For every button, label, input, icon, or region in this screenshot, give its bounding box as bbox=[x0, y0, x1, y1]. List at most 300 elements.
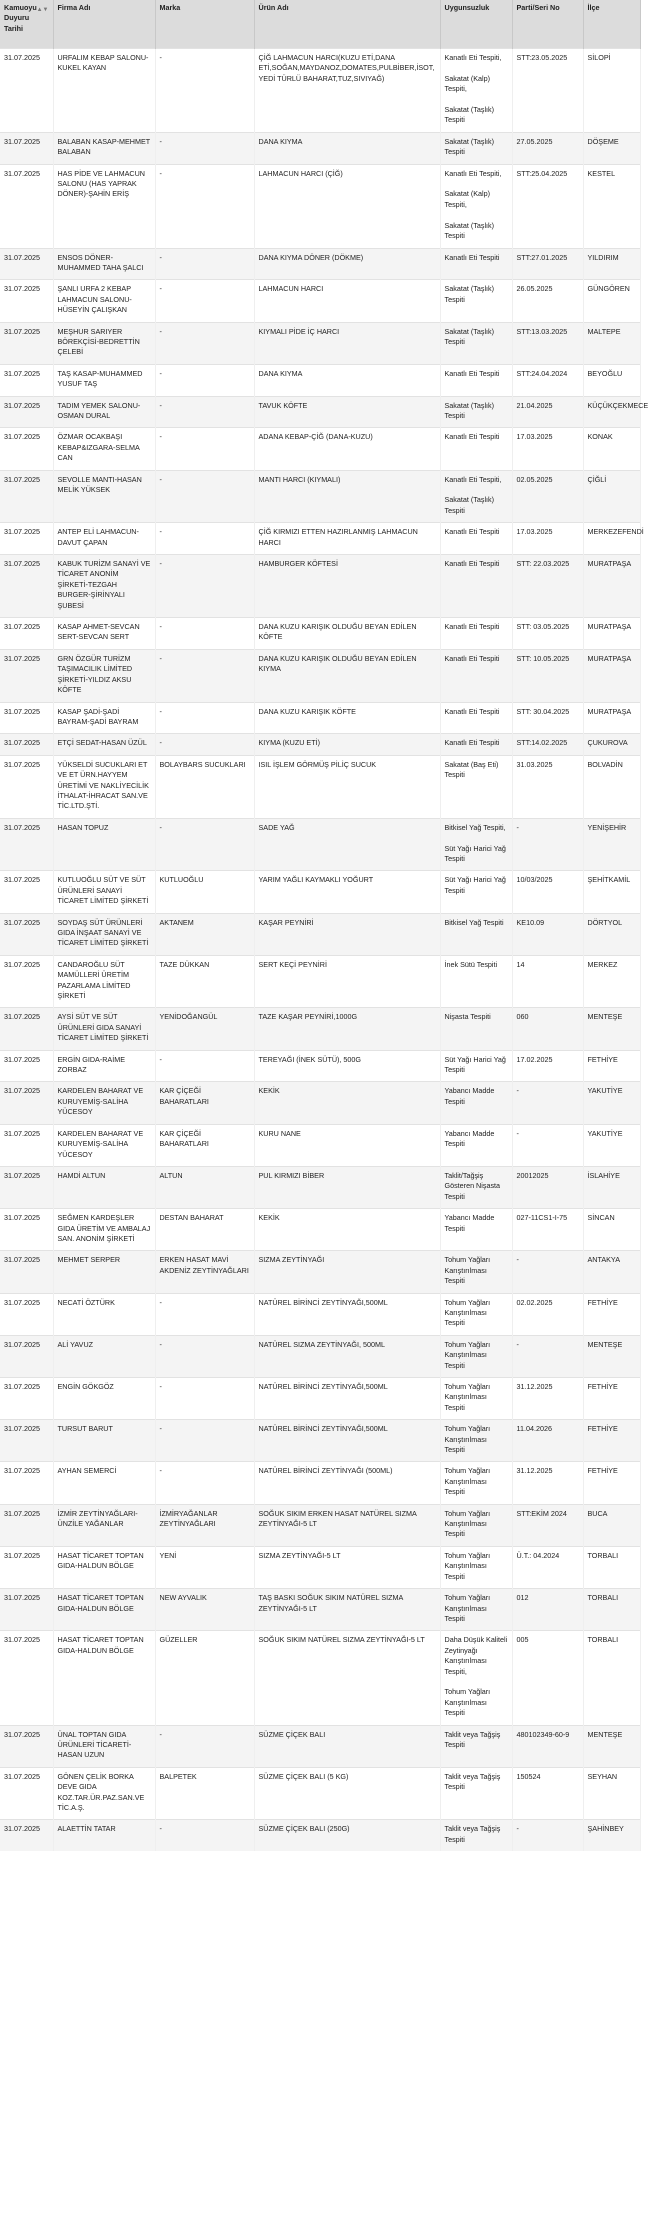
cell-nonconformity: Kanatlı Eti Tespiti bbox=[440, 702, 512, 734]
cell-brand: KAR ÇİÇEĞİ BAHARATLARI bbox=[155, 1082, 254, 1124]
cell-district: BUCA bbox=[583, 1504, 640, 1546]
cell-batch: 20012025 bbox=[512, 1166, 583, 1208]
cell-date: 31.07.2025 bbox=[0, 1209, 53, 1251]
cell-nonconformity: Tohum Yağları Karıştırılması Tespiti bbox=[440, 1335, 512, 1377]
cell-nonconformity: Kanatlı Eti Tespiti, Sakatat (Kalp) Tespiti, Sakatat (Taşlık) Tespiti bbox=[440, 49, 512, 133]
cell-product: SERT KEÇİ PEYNİRİ bbox=[254, 955, 440, 1008]
cell-company: ENSOS DÖNER-MUHAMMED TAHA ŞALCI bbox=[53, 248, 155, 280]
cell-district: TORBALI bbox=[583, 1631, 640, 1725]
sort-updown-icon[interactable]: ▲▼ bbox=[36, 7, 49, 13]
cell-district: DÖRTYOL bbox=[583, 913, 640, 955]
cell-district: İSLAHİYE bbox=[583, 1166, 640, 1208]
cell-date: 31.07.2025 bbox=[0, 1293, 53, 1335]
cell-batch: STT:EKİM 2024 bbox=[512, 1504, 583, 1546]
cell-brand: İZMİRYAĞANLAR ZEYTİNYAĞLARI bbox=[155, 1504, 254, 1546]
cell-company: KASAP AHMET-SEVCAN SERT-SEVCAN SERT bbox=[53, 618, 155, 650]
cell-brand: TAZE DÜKKAN bbox=[155, 955, 254, 1008]
cell-nonconformity: Tohum Yağları Karıştırılması Tespiti bbox=[440, 1462, 512, 1504]
table-row bbox=[0, 555, 640, 618]
cell-nonconformity: Taklit/Tağşiş Gösteren Nişasta Tespiti bbox=[440, 1166, 512, 1208]
cell-date: 31.07.2025 bbox=[0, 470, 53, 523]
cell-batch: - bbox=[512, 1251, 583, 1293]
cell-product: MANTI HARCI (KIYMALI) bbox=[254, 470, 440, 523]
cell-nonconformity: Nişasta Tespiti bbox=[440, 1008, 512, 1050]
cell-product: YARIM YAĞLI KAYMAKLI YOĞURT bbox=[254, 871, 440, 913]
cell-company: KUTLUOĞLU SÜT VE SÜT ÜRÜNLERİ SANAYİ TİCARET LİMİTED ŞİRKETİ bbox=[53, 871, 155, 913]
col-header-batch[interactable] bbox=[512, 0, 583, 49]
table-row bbox=[0, 1050, 640, 1082]
cell-batch: 17.03.2025 bbox=[512, 428, 583, 470]
cell-brand: - bbox=[155, 428, 254, 470]
cell-company: HASAT TİCARET TOPTAN GIDA-HALDUN BÖLGE bbox=[53, 1546, 155, 1588]
cell-company: KARDELEN BAHARAT VE KURUYEMİŞ-SALİHA YÜCESOY bbox=[53, 1124, 155, 1166]
table-row bbox=[0, 618, 640, 650]
cell-company: KASAP ŞADİ-ŞADİ BAYRAM-ŞADİ BAYRAM bbox=[53, 702, 155, 734]
cell-nonconformity: Tohum Yağları Karıştırılması Tespiti bbox=[440, 1251, 512, 1293]
cell-product: SÜZME ÇİÇEK BALI (250G) bbox=[254, 1820, 440, 1851]
cell-batch: STT: 22.03.2025 bbox=[512, 555, 583, 618]
cell-district: ŞEHİTKAMİL bbox=[583, 871, 640, 913]
cell-district: SİNCAN bbox=[583, 1209, 640, 1251]
cell-nonconformity: Kanatlı Eti Tespiti bbox=[440, 523, 512, 555]
cell-company: ALAETTİN TATAR bbox=[53, 1820, 155, 1851]
cell-nonconformity: Tohum Yağları Karıştırılması Tespiti bbox=[440, 1504, 512, 1546]
cell-product: TEREYAĞI (İNEK SÜTÜ), 500G bbox=[254, 1050, 440, 1082]
cell-nonconformity: Taklit veya Tağşiş Tespiti bbox=[440, 1725, 512, 1767]
cell-company: YÜKSELDİ SUCUKLARI ET VE ET ÜRN.HAYYEM ÜRETİMİ VE NAKLİYECİLİK İTHALAT-İHRACAT SAN.VE TİC.LTD.ŞTİ. bbox=[53, 755, 155, 818]
cell-batch: 21.04.2025 bbox=[512, 396, 583, 428]
cell-company: HAMDİ ALTUN bbox=[53, 1166, 155, 1208]
cell-district: MALTEPE bbox=[583, 322, 640, 364]
cell-company: TURSUT BARUT bbox=[53, 1420, 155, 1462]
col-header-product[interactable] bbox=[254, 0, 440, 49]
cell-date: 31.07.2025 bbox=[0, 1462, 53, 1504]
cell-district: YILDIRIM bbox=[583, 248, 640, 280]
cell-batch: Ü.T.: 04.2024 bbox=[512, 1546, 583, 1588]
cell-product: TAZE KAŞAR PEYNİRİ,1000G bbox=[254, 1008, 440, 1050]
table-row bbox=[0, 1589, 640, 1631]
table-row bbox=[0, 364, 640, 396]
cell-brand: - bbox=[155, 1050, 254, 1082]
table-row bbox=[0, 1420, 640, 1462]
cell-product: SÜZME ÇİÇEK BALI (5 KG) bbox=[254, 1767, 440, 1820]
table-row bbox=[0, 470, 640, 523]
cell-district: ANTAKYA bbox=[583, 1251, 640, 1293]
cell-company: ENGİN GÖKGÖZ bbox=[53, 1378, 155, 1420]
cell-company: SOYDAŞ SÜT ÜRÜNLERİ GIDA İNŞAAT SANAYİ VE TİCARET LİMİTED ŞİRKETİ bbox=[53, 913, 155, 955]
cell-batch: 02.02.2025 bbox=[512, 1293, 583, 1335]
cell-nonconformity: Kanatlı Eti Tespiti, Sakatat (Taşlık) Tespiti bbox=[440, 470, 512, 523]
cell-date: 31.07.2025 bbox=[0, 1504, 53, 1546]
cell-date: 31.07.2025 bbox=[0, 913, 53, 955]
col-header-label: Kamuoyu Duyuru Tarihi bbox=[4, 3, 37, 33]
cell-district: BEYOĞLU bbox=[583, 364, 640, 396]
cell-date: 31.07.2025 bbox=[0, 1335, 53, 1377]
cell-product: DANA KUZU KARIŞIK OLDUĞU BEYAN EDİLEN KIYMA bbox=[254, 649, 440, 702]
cell-company: SEVOLLE MANTI-HASAN MELİK YÜKSEK bbox=[53, 470, 155, 523]
cell-batch: STT:13.03.2025 bbox=[512, 322, 583, 364]
cell-brand: ALTUN bbox=[155, 1166, 254, 1208]
cell-district: TORBALI bbox=[583, 1546, 640, 1588]
cell-company: ŞANLI URFA 2 KEBAP LAHMACUN SALONU-HÜSEYİN ÇALIŞKAN bbox=[53, 280, 155, 322]
cell-date: 31.07.2025 bbox=[0, 322, 53, 364]
cell-brand: - bbox=[155, 734, 254, 755]
cell-date: 31.07.2025 bbox=[0, 1008, 53, 1050]
cell-batch: STT:25.04.2025 bbox=[512, 164, 583, 248]
cell-nonconformity: Süt Yağı Harici Yağ Tespiti bbox=[440, 1050, 512, 1082]
cell-district: TORBALI bbox=[583, 1589, 640, 1631]
col-header-company[interactable] bbox=[53, 0, 155, 49]
cell-nonconformity: Yabancı Madde Tespiti bbox=[440, 1124, 512, 1166]
cell-batch: 060 bbox=[512, 1008, 583, 1050]
table-row bbox=[0, 1767, 640, 1820]
cell-company: AYHAN SEMERCİ bbox=[53, 1462, 155, 1504]
cell-date: 31.07.2025 bbox=[0, 49, 53, 133]
cell-district: GÜNGÖREN bbox=[583, 280, 640, 322]
cell-nonconformity: Kanatlı Eti Tespiti, Sakatat (Kalp) Tespiti, Sakatat (Taşlık) Tespiti bbox=[440, 164, 512, 248]
cell-brand: - bbox=[155, 49, 254, 133]
cell-brand: - bbox=[155, 1335, 254, 1377]
cell-date: 31.07.2025 bbox=[0, 1631, 53, 1725]
cell-date: 31.07.2025 bbox=[0, 649, 53, 702]
cell-product: ÇİĞ KIRMIZI ETTEN HAZIRLANMIŞ LAHMACUN HARCI bbox=[254, 523, 440, 555]
cell-date: 31.07.2025 bbox=[0, 1820, 53, 1851]
cell-batch: STT: 10.05.2025 bbox=[512, 649, 583, 702]
cell-product: NATÜREL SIZMA ZEYTİNYAĞI, 500ML bbox=[254, 1335, 440, 1377]
table-row bbox=[0, 49, 640, 133]
cell-batch: STT:24.04.2024 bbox=[512, 364, 583, 396]
cell-batch: - bbox=[512, 818, 583, 871]
cell-date: 31.07.2025 bbox=[0, 523, 53, 555]
cell-district: KÜÇÜKÇEKMECE bbox=[583, 396, 640, 428]
cell-date: 31.07.2025 bbox=[0, 164, 53, 248]
cell-batch: STT: 30.04.2025 bbox=[512, 702, 583, 734]
table-row bbox=[0, 1251, 640, 1293]
table-row bbox=[0, 1082, 640, 1124]
table-row bbox=[0, 955, 640, 1008]
cell-batch: STT:14.02.2025 bbox=[512, 734, 583, 755]
cell-product: KIYMALI PİDE İÇ HARCI bbox=[254, 322, 440, 364]
cell-nonconformity: Bitkisel Yağ Tespiti, Süt Yağı Harici Yağ Tespiti bbox=[440, 818, 512, 871]
cell-district: MERKEZ bbox=[583, 955, 640, 1008]
cell-brand: ERKEN HASAT MAVİ AKDENİZ ZEYTİNYAĞLARI bbox=[155, 1251, 254, 1293]
cell-brand: - bbox=[155, 280, 254, 322]
cell-brand: KAR ÇİÇEĞİ BAHARATLARI bbox=[155, 1124, 254, 1166]
cell-product: DANA KIYMA DÖNER (DÖKME) bbox=[254, 248, 440, 280]
cell-nonconformity: Kanatlı Eti Tespiti bbox=[440, 364, 512, 396]
cell-product: PUL KIRMIZI BİBER bbox=[254, 1166, 440, 1208]
col-header-label: İlçe bbox=[587, 3, 600, 12]
cell-brand: - bbox=[155, 164, 254, 248]
cell-nonconformity: Tohum Yağları Karıştırılması Tespiti bbox=[440, 1420, 512, 1462]
cell-date: 31.07.2025 bbox=[0, 871, 53, 913]
cell-batch: - bbox=[512, 1335, 583, 1377]
cell-product: SOĞUK SIKIM ERKEN HASAT NATÜREL SIZMA ZEYTİNYAĞI-5 LT bbox=[254, 1504, 440, 1546]
cell-product: KEKİK bbox=[254, 1209, 440, 1251]
table-row bbox=[0, 1462, 640, 1504]
cell-company: ETÇİ SEDAT-HASAN ÜZÜL bbox=[53, 734, 155, 755]
cell-date: 31.07.2025 bbox=[0, 1725, 53, 1767]
cell-company: AYSİ SÜT VE SÜT ÜRÜNLERİ GIDA SANAYİ TİCARET LİMİTED ŞİRKETİ bbox=[53, 1008, 155, 1050]
cell-district: FETHİYE bbox=[583, 1293, 640, 1335]
cell-batch: 150524 bbox=[512, 1767, 583, 1820]
cell-product: NATÜREL BİRİNCİ ZEYTİNYAĞI,500ML bbox=[254, 1420, 440, 1462]
table-row bbox=[0, 248, 640, 280]
cell-company: MEHMET SERPER bbox=[53, 1251, 155, 1293]
cell-nonconformity: Kanatlı Eti Tespiti bbox=[440, 734, 512, 755]
cell-district: KONAK bbox=[583, 428, 640, 470]
cell-batch: 027-11CS1-I-75 bbox=[512, 1209, 583, 1251]
cell-nonconformity: Tohum Yağları Karıştırılması Tespiti bbox=[440, 1378, 512, 1420]
cell-batch: 012 bbox=[512, 1589, 583, 1631]
cell-date: 31.07.2025 bbox=[0, 755, 53, 818]
cell-nonconformity: İnek Sütü Tespiti bbox=[440, 955, 512, 1008]
table-row bbox=[0, 702, 640, 734]
cell-batch: - bbox=[512, 1820, 583, 1851]
cell-batch: KE10.09 bbox=[512, 913, 583, 955]
cell-batch: 11.04.2026 bbox=[512, 1420, 583, 1462]
cell-batch: - bbox=[512, 1082, 583, 1124]
cell-nonconformity: Yabancı Madde Tespiti bbox=[440, 1082, 512, 1124]
cell-date: 31.07.2025 bbox=[0, 555, 53, 618]
cell-brand: KUTLUOĞLU bbox=[155, 871, 254, 913]
cell-date: 31.07.2025 bbox=[0, 1546, 53, 1588]
cell-district: MURATPAŞA bbox=[583, 702, 640, 734]
col-header-date[interactable] bbox=[0, 0, 53, 49]
cell-date: 31.07.2025 bbox=[0, 955, 53, 1008]
cell-brand: - bbox=[155, 470, 254, 523]
cell-batch: 31.03.2025 bbox=[512, 755, 583, 818]
cell-brand: - bbox=[155, 1293, 254, 1335]
cell-brand: - bbox=[155, 649, 254, 702]
cell-nonconformity: Tohum Yağları Karıştırılması Tespiti bbox=[440, 1546, 512, 1588]
col-header-label: Firma Adı bbox=[57, 3, 91, 12]
cell-nonconformity: Kanatlı Eti Tespiti bbox=[440, 618, 512, 650]
table-row bbox=[0, 1546, 640, 1588]
cell-product: LAHMACUN HARCI (ÇİĞ) bbox=[254, 164, 440, 248]
cell-brand: - bbox=[155, 1462, 254, 1504]
cell-brand: - bbox=[155, 702, 254, 734]
table-row bbox=[0, 1209, 640, 1251]
table-header-row bbox=[0, 0, 640, 49]
table-body bbox=[0, 49, 648, 1852]
cell-district: FETHİYE bbox=[583, 1462, 640, 1504]
cell-date: 31.07.2025 bbox=[0, 1124, 53, 1166]
cell-brand: YENİ bbox=[155, 1546, 254, 1588]
cell-company: CANDAROĞLU SÜT MAMÜLLERİ ÜRETİM PAZARLAMA LİMİTED ŞİRKETİ bbox=[53, 955, 155, 1008]
cell-product: SÜZME ÇİÇEK BALI bbox=[254, 1725, 440, 1767]
cell-district: MENTEŞE bbox=[583, 1335, 640, 1377]
cell-nonconformity: Süt Yağı Harici Yağ Tespiti bbox=[440, 871, 512, 913]
cell-brand: BOLAYBARS SUCUKLARI bbox=[155, 755, 254, 818]
cell-company: ERGİN GIDA-RAİME ZORBAZ bbox=[53, 1050, 155, 1082]
cell-district: BOLVADİN bbox=[583, 755, 640, 818]
cell-product: SADE YAĞ bbox=[254, 818, 440, 871]
cell-district: YAKUTİYE bbox=[583, 1082, 640, 1124]
table-row bbox=[0, 280, 640, 322]
table-row bbox=[0, 1725, 640, 1767]
cell-nonconformity: Sakatat (Taşlık) Tespiti bbox=[440, 280, 512, 322]
cell-company: ÜNAL TOPTAN GIDA ÜRÜNLERİ TİCARETİ-HASAN UZUN bbox=[53, 1725, 155, 1767]
cell-brand: - bbox=[155, 396, 254, 428]
cell-district: SİLOPİ bbox=[583, 49, 640, 133]
cell-nonconformity: Kanatlı Eti Tespiti bbox=[440, 649, 512, 702]
cell-batch: 480102349-60-9 bbox=[512, 1725, 583, 1767]
cell-product: TAVUK KÖFTE bbox=[254, 396, 440, 428]
cell-date: 31.07.2025 bbox=[0, 1166, 53, 1208]
cell-brand: GÜZELLER bbox=[155, 1631, 254, 1725]
cell-product: KIYMA (KUZU ETİ) bbox=[254, 734, 440, 755]
table-row bbox=[0, 1631, 640, 1725]
cell-brand: - bbox=[155, 322, 254, 364]
cell-product: ISIL İŞLEM GÖRMÜŞ PİLİÇ SUCUK bbox=[254, 755, 440, 818]
cell-date: 31.07.2025 bbox=[0, 132, 53, 164]
cell-district: MURATPAŞA bbox=[583, 618, 640, 650]
cell-company: BALABAN KASAP-MEHMET BALABAN bbox=[53, 132, 155, 164]
cell-product: DANA KUZU KARIŞIK OLDUĞU BEYAN EDİLEN KÖFTE bbox=[254, 618, 440, 650]
cell-batch: 10/03/2025 bbox=[512, 871, 583, 913]
cell-company: ALİ YAVUZ bbox=[53, 1335, 155, 1377]
cell-company: SEĞMEN KARDEŞLER GIDA ÜRETİM VE AMBALAJ SAN. ANONİM ŞİRKETİ bbox=[53, 1209, 155, 1251]
cell-nonconformity: Sakatat (Taşlık) Tespiti bbox=[440, 132, 512, 164]
table-row bbox=[0, 132, 640, 164]
cell-date: 31.07.2025 bbox=[0, 396, 53, 428]
table-row bbox=[0, 428, 640, 470]
table-row bbox=[0, 1820, 640, 1851]
cell-batch: 31.12.2025 bbox=[512, 1378, 583, 1420]
cell-district: MENTEŞE bbox=[583, 1725, 640, 1767]
col-header-district[interactable] bbox=[583, 0, 640, 49]
cell-district: FETHİYE bbox=[583, 1050, 640, 1082]
col-header-label: Ürün Adı bbox=[258, 3, 289, 12]
cell-nonconformity: Daha Düşük Kaliteli Zeytinyağı Karıştırılması Tespiti, Tohum Yağları Karıştırılması Tespiti bbox=[440, 1631, 512, 1725]
cell-date: 31.07.2025 bbox=[0, 280, 53, 322]
cell-batch: 31.12.2025 bbox=[512, 1462, 583, 1504]
cell-district: ÇUKUROVA bbox=[583, 734, 640, 755]
cell-batch: 005 bbox=[512, 1631, 583, 1725]
cell-district: YAKUTİYE bbox=[583, 1124, 640, 1166]
cell-batch: STT:27.01.2025 bbox=[512, 248, 583, 280]
cell-product: SIZMA ZEYTİNYAĞI bbox=[254, 1251, 440, 1293]
cell-brand: BALPETEK bbox=[155, 1767, 254, 1820]
cell-date: 31.07.2025 bbox=[0, 1420, 53, 1462]
col-header-nonconformity[interactable] bbox=[440, 0, 512, 49]
cell-brand: - bbox=[155, 1420, 254, 1462]
cell-product: TAŞ BASKI SOĞUK SIKIM NATÜREL SIZMA ZEYTİNYAĞI-5 LT bbox=[254, 1589, 440, 1631]
cell-batch: 14 bbox=[512, 955, 583, 1008]
cell-company: URFALIM KEBAP SALONU-KUKEL KAYAN bbox=[53, 49, 155, 133]
cell-brand: AKTANEM bbox=[155, 913, 254, 955]
cell-district: ŞAHİNBEY bbox=[583, 1820, 640, 1851]
cell-nonconformity: Sakatat (Taşlık) Tespiti bbox=[440, 396, 512, 428]
cell-brand: - bbox=[155, 1725, 254, 1767]
cell-date: 31.07.2025 bbox=[0, 618, 53, 650]
col-header-label: Parti/Seri No bbox=[516, 3, 560, 12]
cell-product: HAMBURGER KÖFTESİ bbox=[254, 555, 440, 618]
cell-brand: DESTAN BAHARAT bbox=[155, 1209, 254, 1251]
cell-company: MEŞHUR SARIYER BÖREKÇİSİ-BEDRETTİN ÇELEBİ bbox=[53, 322, 155, 364]
cell-product: KURU NANE bbox=[254, 1124, 440, 1166]
cell-product: DANA KUZU KARIŞIK KÖFTE bbox=[254, 702, 440, 734]
cell-product: KAŞAR PEYNİRİ bbox=[254, 913, 440, 955]
cell-product: KEKİK bbox=[254, 1082, 440, 1124]
cell-brand: - bbox=[155, 248, 254, 280]
cell-date: 31.07.2025 bbox=[0, 1050, 53, 1082]
cell-company: GRN ÖZGÜR TURİZM TAŞIMACILIK LİMİTED ŞİRKETİ-YILDIZ AKSU KÖFTE bbox=[53, 649, 155, 702]
cell-district: MURATPAŞA bbox=[583, 555, 640, 618]
table-row bbox=[0, 164, 640, 248]
cell-company: HASAN TOPUZ bbox=[53, 818, 155, 871]
cell-batch: 02.05.2025 bbox=[512, 470, 583, 523]
cell-brand: - bbox=[155, 618, 254, 650]
cell-district: FETHİYE bbox=[583, 1420, 640, 1462]
cell-date: 31.07.2025 bbox=[0, 364, 53, 396]
table-row bbox=[0, 871, 640, 913]
table-row bbox=[0, 649, 640, 702]
cell-product: NATÜREL BİRİNCİ ZEYTİNYAĞI,500ML bbox=[254, 1378, 440, 1420]
cell-company: KARDELEN BAHARAT VE KURUYEMİŞ-SALİHA YÜCESOY bbox=[53, 1082, 155, 1124]
cell-district: KESTEL bbox=[583, 164, 640, 248]
table-row bbox=[0, 396, 640, 428]
cell-brand: YENİDOĞANGÜL bbox=[155, 1008, 254, 1050]
cell-brand: - bbox=[155, 555, 254, 618]
cell-company: HAS PİDE VE LAHMACUN SALONU (HAS YAPRAK DÖNER)-ŞAHİN ERİŞ bbox=[53, 164, 155, 248]
cell-batch: 26.05.2025 bbox=[512, 280, 583, 322]
cell-product: NATÜREL BİRİNCİ ZEYTİNYAĞI (500ML) bbox=[254, 1462, 440, 1504]
cell-nonconformity: Kanatlı Eti Tespiti bbox=[440, 428, 512, 470]
table-row bbox=[0, 755, 640, 818]
cell-district: MERKEZEFENDİ bbox=[583, 523, 640, 555]
cell-company: ÖZMAR OCAKBAŞI KEBAP&IZGARA-SELMA CAN bbox=[53, 428, 155, 470]
cell-nonconformity: Bitkisel Yağ Tespiti bbox=[440, 913, 512, 955]
cell-date: 31.07.2025 bbox=[0, 818, 53, 871]
cell-nonconformity: Taklit veya Tağşiş Tespiti bbox=[440, 1820, 512, 1851]
table-row bbox=[0, 1124, 640, 1166]
cell-brand: - bbox=[155, 1378, 254, 1420]
cell-district: FETHİYE bbox=[583, 1378, 640, 1420]
cell-product: DANA KIYMA bbox=[254, 364, 440, 396]
cell-company: TAŞ KASAP-MUHAMMED YUSUF TAŞ bbox=[53, 364, 155, 396]
cell-brand: - bbox=[155, 818, 254, 871]
cell-date: 31.07.2025 bbox=[0, 428, 53, 470]
cell-date: 31.07.2025 bbox=[0, 702, 53, 734]
cell-date: 31.07.2025 bbox=[0, 1251, 53, 1293]
cell-district: MENTEŞE bbox=[583, 1008, 640, 1050]
cell-company: NECATİ ÖZTÜRK bbox=[53, 1293, 155, 1335]
cell-district: YENİŞEHİR bbox=[583, 818, 640, 871]
cell-company: HASAT TİCARET TOPTAN GIDA-HALDUN BÖLGE bbox=[53, 1631, 155, 1725]
table-row bbox=[0, 913, 640, 955]
cell-batch: STT:23.05.2025 bbox=[512, 49, 583, 133]
table-row bbox=[0, 734, 640, 755]
table-row bbox=[0, 322, 640, 364]
cell-batch: 27.05.2025 bbox=[512, 132, 583, 164]
table-row bbox=[0, 818, 640, 871]
cell-company: İZMİR ZEYTİNYAĞLARI-ÜNZİLE YAĞANLAR bbox=[53, 1504, 155, 1546]
col-header-brand[interactable] bbox=[155, 0, 254, 49]
cell-nonconformity: Kanatlı Eti Tespiti bbox=[440, 555, 512, 618]
table-row bbox=[0, 1335, 640, 1377]
table-row bbox=[0, 1293, 640, 1335]
cell-product: DANA KIYMA bbox=[254, 132, 440, 164]
cell-brand: NEW AYVALIK bbox=[155, 1589, 254, 1631]
cell-nonconformity: Sakatat (Baş Eti) Tespiti bbox=[440, 755, 512, 818]
cell-product: ADANA KEBAP-ÇİĞ (DANA-KUZU) bbox=[254, 428, 440, 470]
cell-nonconformity: Yabancı Madde Tespiti bbox=[440, 1209, 512, 1251]
cell-nonconformity: Tohum Yağları Karıştırılması Tespiti bbox=[440, 1293, 512, 1335]
cell-company: KABUK TURİZM SANAYİ VE TİCARET ANONİM ŞİRKETİ-TEZGAH BURGER-ŞİRİNYALI ŞUBESİ bbox=[53, 555, 155, 618]
cell-brand: - bbox=[155, 523, 254, 555]
